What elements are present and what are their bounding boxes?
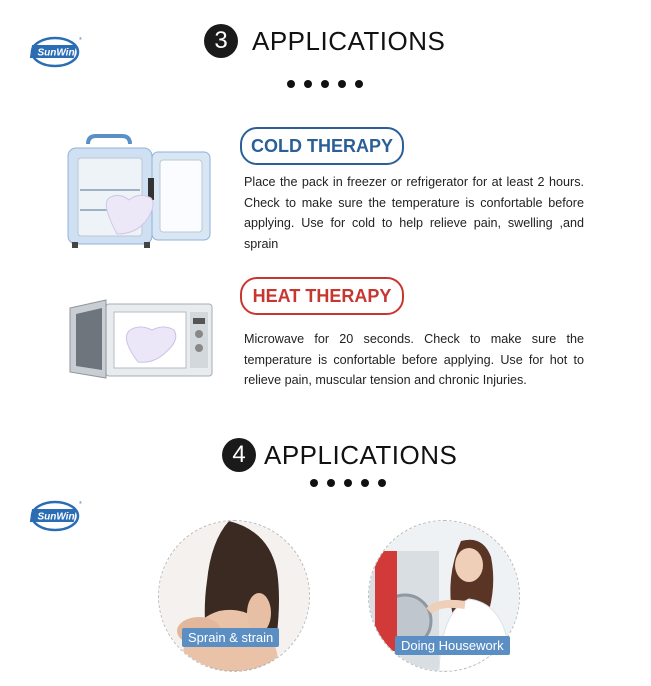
section-number: 4 [222, 438, 256, 472]
mini-fridge-illustration [62, 134, 214, 252]
section-title: APPLICATIONS [264, 439, 458, 470]
section-title: APPLICATIONS [252, 25, 446, 56]
microwave-illustration [64, 294, 216, 382]
sprain-photo [158, 520, 310, 672]
section-3-header [204, 24, 445, 58]
svg-text:®: ® [79, 500, 82, 505]
cold-therapy-label: COLD THERAPY [240, 127, 404, 165]
svg-text:SunWin: SunWin [37, 47, 75, 59]
sunwin-logo [30, 34, 82, 70]
photo-caption: Sprain & strain [182, 628, 279, 647]
photo-caption: Doing Housework [395, 636, 510, 655]
heat-therapy-text: Microwave for 20 seconds. Check to make sure the temperature is confortable before applying. Use for hot to relieve pain, muscular tension and chronic Injuries. [244, 332, 584, 387]
cold-therapy-text: Place the pack in freezer or refrigerator for at least 2 hours. Check to make sure the temperature is confortable before applying. Use for cold to help relieve pain, swelling ,and sprain [244, 175, 584, 251]
section-number: 3 [204, 24, 238, 58]
decorative-dots [310, 479, 386, 487]
svg-text:SunWin: SunWin [37, 511, 75, 523]
sunwin-logo [30, 498, 82, 534]
heat-therapy-label: HEAT THERAPY [240, 277, 404, 315]
decorative-dots [287, 80, 363, 88]
svg-text:®: ® [79, 36, 82, 41]
section-4-header [222, 438, 457, 472]
